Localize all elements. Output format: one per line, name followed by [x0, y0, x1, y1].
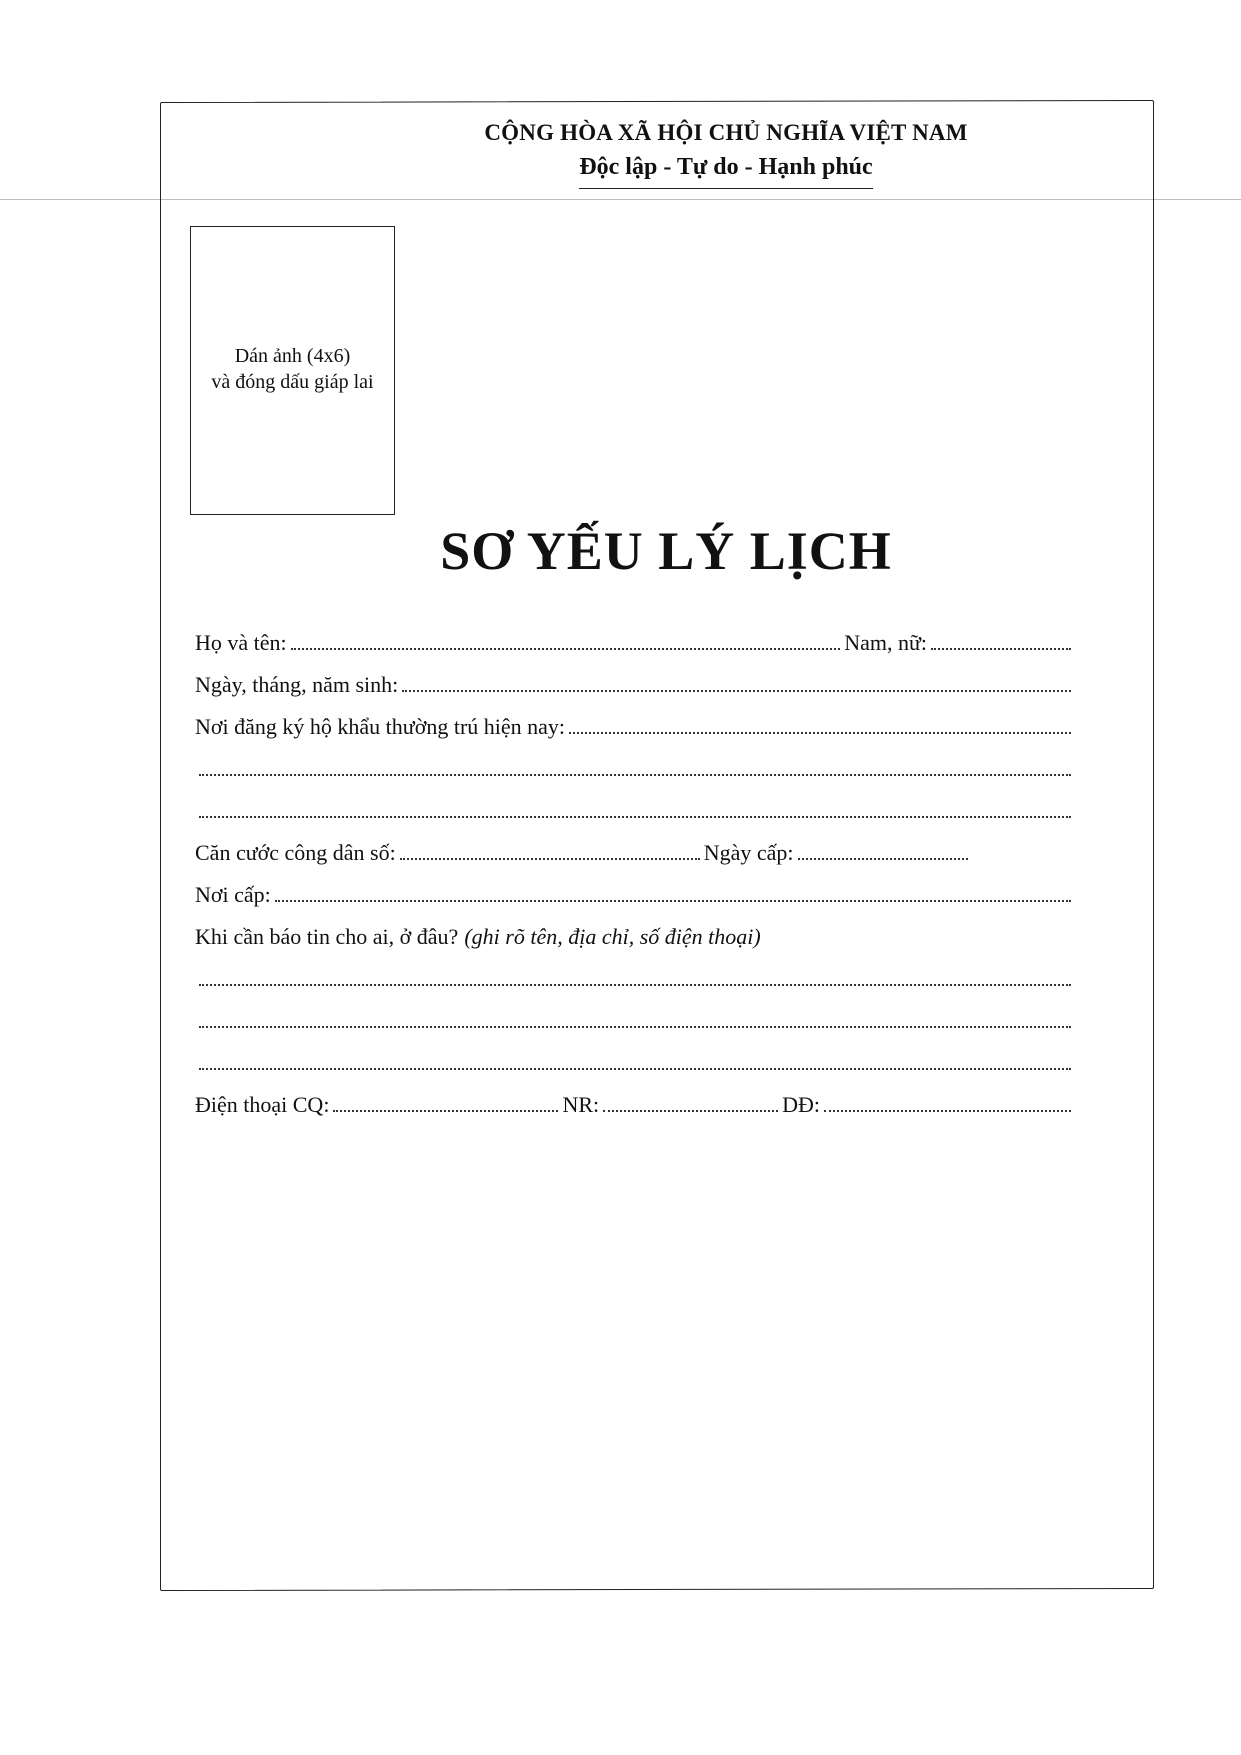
row-issue-place [195, 882, 1075, 924]
row-contact-line [195, 1050, 1075, 1092]
dob-label: Ngày, tháng, năm sinh: [195, 672, 399, 697]
residence-field[interactable] [569, 714, 1071, 734]
gender-label: Nam, nữ: [844, 630, 927, 655]
issue-place-label: Nơi cấp: [195, 882, 271, 907]
row-dob [195, 672, 1075, 714]
nation-title: CỘNG HÒA XÃ HỘI CHỦ NGHĨA VIỆT NAM [484, 120, 968, 145]
national-motto: Độc lập - Tự do - Hạnh phúc [579, 150, 872, 189]
row-contact-line [195, 966, 1075, 1008]
gender-field[interactable] [931, 630, 1071, 650]
issue-place-field[interactable] [275, 882, 1071, 902]
contact-field-line-2[interactable] [199, 1008, 1071, 1028]
issue-date-label: Ngày cấp: [703, 840, 794, 865]
full-name-label: Họ và tên: [195, 630, 287, 655]
row-id [195, 840, 1075, 882]
residence-field-line-2[interactable] [199, 756, 1071, 776]
row-contact-line [195, 1008, 1075, 1050]
mobile-phone-field[interactable] [824, 1092, 1071, 1112]
id-number-label: Căn cước công dân số: [195, 840, 396, 865]
contact-field-line-1[interactable] [199, 966, 1071, 986]
residence-field-line-3[interactable] [199, 798, 1071, 818]
contact-field-line-3[interactable] [199, 1050, 1071, 1070]
contact-hint: (ghi rõ tên, địa chỉ, số điện thoại) [464, 924, 761, 949]
dob-field[interactable] [402, 672, 1071, 692]
contact-label: Khi cần báo tin cho ai, ở đâu? [195, 924, 459, 949]
document-title: SƠ YẾU LÝ LỊCH [440, 521, 892, 581]
row-residence-cont [195, 798, 1075, 840]
row-residence-cont [195, 756, 1075, 798]
personal-info-form [195, 630, 1075, 1134]
residence-label: Nơi đăng ký hộ khẩu thường trú hiện nay: [195, 714, 566, 739]
row-residence [195, 714, 1075, 756]
home-phone-field[interactable] [603, 1092, 778, 1112]
home-phone-label: NR: [562, 1092, 600, 1117]
office-phone-label: Điện thoại CQ: [195, 1092, 330, 1117]
row-contact [195, 924, 1075, 966]
mobile-phone-label: DĐ: [782, 1092, 821, 1117]
row-phones [195, 1092, 1075, 1134]
full-name-field[interactable] [291, 630, 841, 650]
photo-instruction-line: và đóng dấu giáp lai [211, 371, 374, 393]
photo-instruction-line: Dán ảnh (4x6) [234, 345, 351, 367]
national-header [160, 116, 1152, 189]
issue-date-field[interactable] [798, 840, 968, 860]
id-number-field[interactable] [400, 840, 700, 860]
photo-instructions [191, 343, 394, 395]
office-phone-field[interactable] [333, 1092, 558, 1112]
photo-placeholder [190, 226, 395, 515]
row-name-gender [195, 630, 1075, 672]
